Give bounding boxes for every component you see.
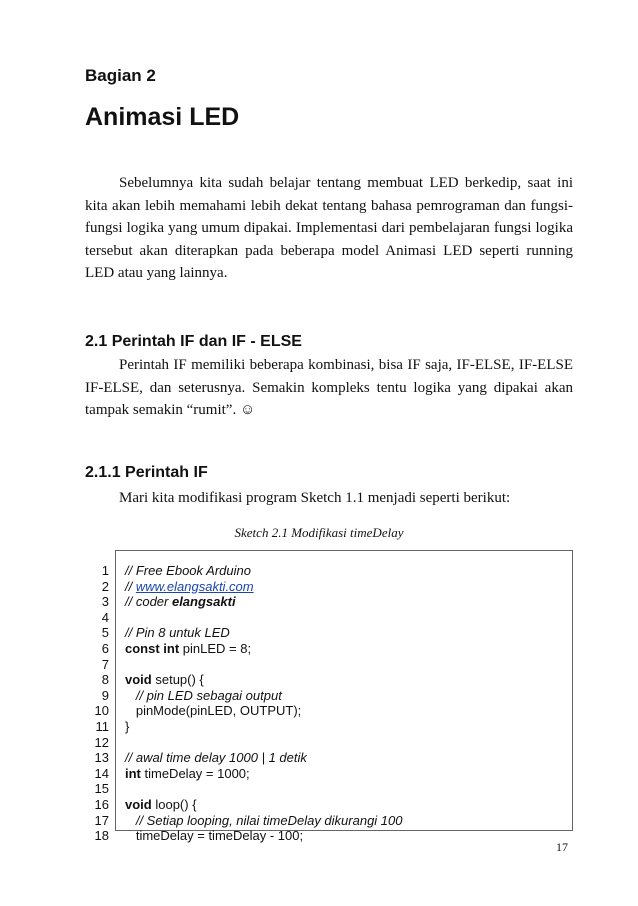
- code-line: [125, 750, 565, 766]
- code-line: [125, 813, 565, 829]
- code-line: [125, 766, 565, 782]
- code-line: [125, 625, 565, 641]
- code-token: pinLED = 8;: [179, 640, 252, 656]
- code-line: [125, 672, 565, 688]
- code-line: [125, 797, 565, 813]
- line-number: 9: [101, 687, 109, 703]
- code-token: setup() {: [151, 672, 204, 688]
- line-number: 10: [94, 703, 109, 719]
- line-number: 16: [94, 796, 109, 812]
- code-line: [125, 735, 565, 751]
- line-number: 11: [95, 718, 109, 734]
- code-line: [125, 781, 565, 797]
- code-token: }: [125, 718, 130, 734]
- line-number: 6: [101, 640, 109, 656]
- section-2-1-1-heading: 2.1.1 Perintah IF: [85, 464, 208, 481]
- code-line: [125, 688, 565, 704]
- code-token: timeDelay = 1000;: [140, 765, 250, 781]
- line-number-column: [80, 563, 109, 844]
- line-number: 15: [94, 781, 109, 797]
- section-2-1-heading: 2.1 Perintah IF dan IF - ELSE: [85, 333, 302, 350]
- line-number: 12: [94, 734, 109, 750]
- code-line: [125, 641, 565, 657]
- code-token: pinMode(pinLED, OUTPUT);: [125, 703, 302, 719]
- code-line: [125, 594, 565, 610]
- line-number: 4: [101, 609, 109, 625]
- code-line: [125, 703, 565, 719]
- line-number: 8: [101, 672, 109, 688]
- code-line: [125, 828, 565, 844]
- code-token: // coder: [125, 594, 172, 610]
- code-token: elangsakti: [171, 594, 236, 610]
- intro-paragraph: Sebelumnya kita sudah belajar tentang membuat LED berkedip, saat ini kita akan lebih memahami lebih dekat tentang bahasa pemrograman dan fungsi-fungsi logika yang umum dipakai. Implementasi dari pembelajaran fungsi logika tersebut akan diterapkan pada beberapa model Animasi LED seperti running LED atau yang lainnya.: [85, 175, 573, 281]
- code-token: const int: [125, 640, 180, 656]
- line-number: 18: [94, 828, 109, 844]
- code-token: //: [125, 578, 136, 594]
- section-2-1-1-paragraph: Mari kita modifikasi program Sketch 1.1 menjadi seperti berikut:: [119, 490, 511, 506]
- code-token: // Pin 8 untuk LED: [125, 625, 230, 641]
- part-label: Bagian 2: [85, 66, 156, 85]
- page-number: 17: [556, 840, 568, 854]
- line-number: 17: [94, 812, 109, 828]
- code-token: void: [125, 672, 152, 688]
- line-number: 3: [101, 594, 109, 610]
- line-number: 13: [94, 750, 109, 766]
- line-number: 1: [101, 563, 109, 578]
- line-number: 14: [94, 765, 109, 781]
- sketch-caption: Sketch 2.1 Modifikasi timeDelay: [234, 525, 404, 540]
- code-token: int: [125, 765, 141, 781]
- code-line: [125, 563, 565, 579]
- code-token: timeDelay = timeDelay - 100;: [125, 828, 304, 844]
- code-listing: [125, 563, 565, 844]
- code-token: // awal time delay 1000 | 1 detik: [125, 750, 307, 766]
- code-line: [125, 719, 565, 735]
- line-number: 7: [101, 656, 109, 672]
- code-link[interactable]: www.elangsakti.com: [135, 578, 254, 594]
- code-line: [125, 657, 565, 673]
- code-token: // Free Ebook Arduino: [125, 563, 251, 578]
- code-token: // pin LED sebagai output: [125, 687, 282, 703]
- line-number: 5: [101, 625, 109, 641]
- code-token: loop() {: [151, 796, 197, 812]
- section-2-1-paragraph: Perintah IF memiliki beberapa kombinasi, bisa IF saja, IF-ELSE, IF-ELSE IF-ELSE, dan seterusnya. Semakin kompleks tentu logika yang dipakai akan tampak semakin “rumit”. ☺: [85, 357, 573, 418]
- code-line: [125, 579, 565, 595]
- code-line: [125, 610, 565, 626]
- chapter-title: Animasi LED: [85, 103, 240, 131]
- code-token: // Setiap looping, nilai timeDelay dikurangi 100: [125, 812, 403, 828]
- line-number: 2: [101, 578, 109, 594]
- code-token: void: [125, 796, 152, 812]
